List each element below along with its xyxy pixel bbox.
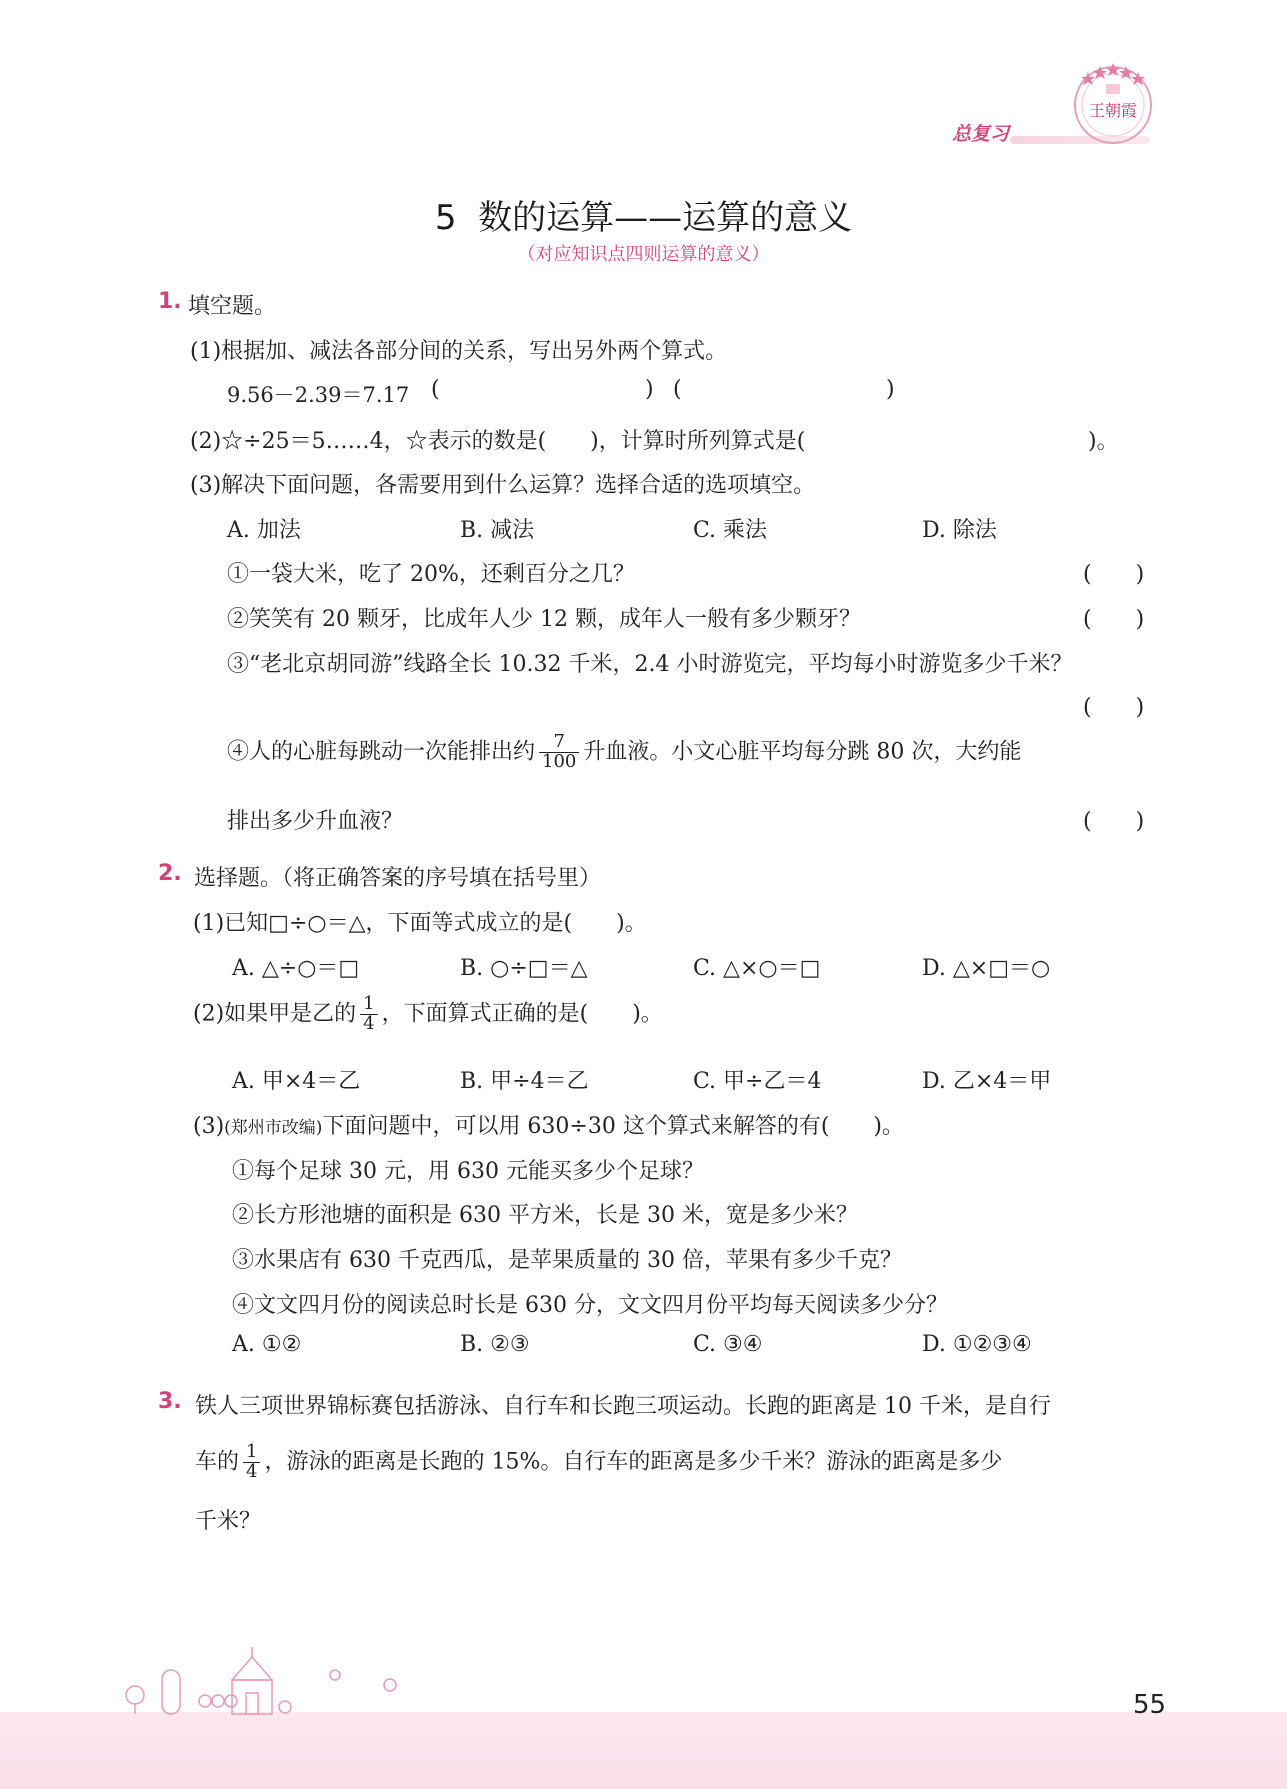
q1-part1-equation: 9.56－2.39＝7.17 <box>227 383 410 407</box>
q1-part2-text: (2)☆÷25＝5……4，☆表示的数是( )，计算时所列算式是( <box>190 429 806 454</box>
q1-item1-answer: ( ) <box>1083 562 1145 587</box>
svg-text:王朝霞: 王朝霞 <box>1088 101 1138 120</box>
footer-illustration <box>120 1645 420 1715</box>
q2-part1-option-c: C. △×○＝□ <box>693 956 821 981</box>
q1-item3: ③“老北京胡同游”线路全长 10.32 千米，2.4 小时游览完，平均每小时游览多少千米？ <box>227 652 1073 677</box>
q3-line2-a: 车的 <box>195 1449 240 1475</box>
q3-frac-num: 1 <box>243 1443 260 1463</box>
q2-part1-text: (1)已知□÷○＝△，下面等式成立的是( )。 <box>193 911 647 936</box>
q1-item4-frac-den: 100 <box>542 750 577 772</box>
q2-part3-option-c: C. ③④ <box>693 1332 763 1357</box>
q2-part3-item3: ③水果店有 630 千克西瓜，是苹果质量的 30 倍，苹果有多少千克？ <box>232 1248 902 1273</box>
q2-part2-option-d: D. 乙×4＝甲 <box>922 1069 1052 1094</box>
q3-frac-den: 4 <box>246 1460 258 1482</box>
q2-stem: 选择题。（将正确答案的序号填在括号里） <box>194 866 602 891</box>
q1-item4-text-a: ④人的心脏每跳动一次能排出约 <box>227 739 536 765</box>
q2-part3-option-a: A. ①② <box>232 1332 302 1357</box>
q1-item4-fraction <box>539 733 579 772</box>
q2-part1-option-b: B. ○÷□＝△ <box>460 956 588 981</box>
q1-stem: 填空题。 <box>188 294 277 319</box>
section-label: 总复习 <box>952 123 1010 145</box>
q1-part1-blank2-close: ) <box>886 377 895 402</box>
page-title: 5 数的运算——运算的意义 <box>434 198 853 238</box>
q1-item4-line2: 排出多少升血液？ <box>227 809 404 834</box>
q3-fraction <box>243 1443 260 1482</box>
q3-line2 <box>195 1443 1002 1482</box>
q1-item3-answer: ( ) <box>1083 695 1145 720</box>
q1-item4-line1 <box>227 733 1021 772</box>
house-doodle-icon <box>120 1645 420 1715</box>
q2-part2-frac-num: 1 <box>360 995 377 1015</box>
brand-logo <box>1068 58 1158 148</box>
q2-part2-option-c: C. 甲÷乙＝4 <box>693 1069 822 1094</box>
q2-part3-item4: ④文文四月份的阅读总时长是 630 分，文文四月份平均每天阅读多少分？ <box>232 1293 948 1318</box>
q2-part2-frac-den: 4 <box>363 1012 375 1034</box>
q2-part2-text-a: (2)如果甲是乙的 <box>193 1001 357 1027</box>
q2-part3-option-d: D. ①②③④ <box>922 1332 1032 1357</box>
q1-part1-blank1-close: ) <box>645 377 654 402</box>
q2-part2-option-a: A. 甲×4＝乙 <box>232 1069 361 1094</box>
q3-line3: 千米？ <box>195 1509 262 1534</box>
q1-number: 1. <box>158 289 182 314</box>
q2-part3-text <box>193 1109 904 1140</box>
q1-part3-option-a: A. 加法 <box>227 518 301 543</box>
brand-logo-icon <box>1068 58 1158 148</box>
page-subtitle: （对应知识点四则运算的意义） <box>517 244 770 265</box>
q2-part2-text <box>193 995 663 1034</box>
q3-number: 3. <box>158 1389 182 1414</box>
q2-part3-option-b: B. ②③ <box>460 1332 530 1357</box>
q1-part1-text: (1)根据加、减法各部分间的关系，写出另外两个算式。 <box>190 339 728 364</box>
q2-part2-fraction <box>360 995 377 1034</box>
q1-part3-option-c: C. 乘法 <box>693 518 768 543</box>
q2-part1-option-d: D. △×□＝○ <box>922 956 1051 981</box>
q2-part3-item1: ①每个足球 30 元，用 630 元能买多少个足球？ <box>232 1159 704 1184</box>
q3-line2-b: ，游泳的距离是长跑的 15%。自行车的距离是多少千米？游泳的距离是多少 <box>264 1449 1003 1475</box>
q1-part3-option-b: B. 减法 <box>460 518 535 543</box>
q2-part3-question: 下面问题中，可以用 630÷30 这个算式来解答的有( )。 <box>322 1114 905 1139</box>
q1-part2-close: )。 <box>1088 429 1119 454</box>
q2-part3-item2: ②长方形池塘的面积是 630 平方米，长是 30 米，宽是多少米？ <box>232 1203 858 1228</box>
q1-part3-text: (3)解决下面问题，各需要用到什么运算？选择合适的选项填空。 <box>190 473 816 498</box>
q1-item2-answer: ( ) <box>1083 607 1145 632</box>
q1-part1-blank1-open: ( <box>431 377 440 402</box>
q2-number: 2. <box>158 861 182 886</box>
q1-item1: ①一袋大米，吃了 20%，还剩百分之几？ <box>227 562 635 587</box>
q2-part3-prefix: (3) <box>193 1114 225 1139</box>
q1-item4-frac-num: 7 <box>539 733 579 753</box>
q2-part2-text-b: ，下面算式正确的是( )。 <box>381 1001 663 1027</box>
q2-part3-source: (郑州市改编) <box>224 1118 323 1138</box>
page-number: 55 <box>1133 1690 1167 1720</box>
q2-part2-option-b: B. 甲÷4＝乙 <box>460 1069 589 1094</box>
q2-part1-option-a: A. △÷○＝□ <box>232 956 360 981</box>
q3-line1: 铁人三项世界锦标赛包括游泳、自行车和长跑三项运动。长跑的距离是 10 千米，是自行 <box>195 1394 1051 1419</box>
q1-item4-text-b: 升血液。小文心脏平均每分跳 80 次，大约能 <box>583 739 1022 765</box>
q1-item4-answer: ( ) <box>1083 809 1145 834</box>
footer-band <box>0 1712 1287 1789</box>
q1-item2: ②笑笑有 20 颗牙，比成年人少 12 颗，成年人一般有多少颗牙？ <box>227 607 861 632</box>
q1-part3-option-d: D. 除法 <box>922 518 997 543</box>
q1-part1-blank2-open: ( <box>673 377 682 402</box>
